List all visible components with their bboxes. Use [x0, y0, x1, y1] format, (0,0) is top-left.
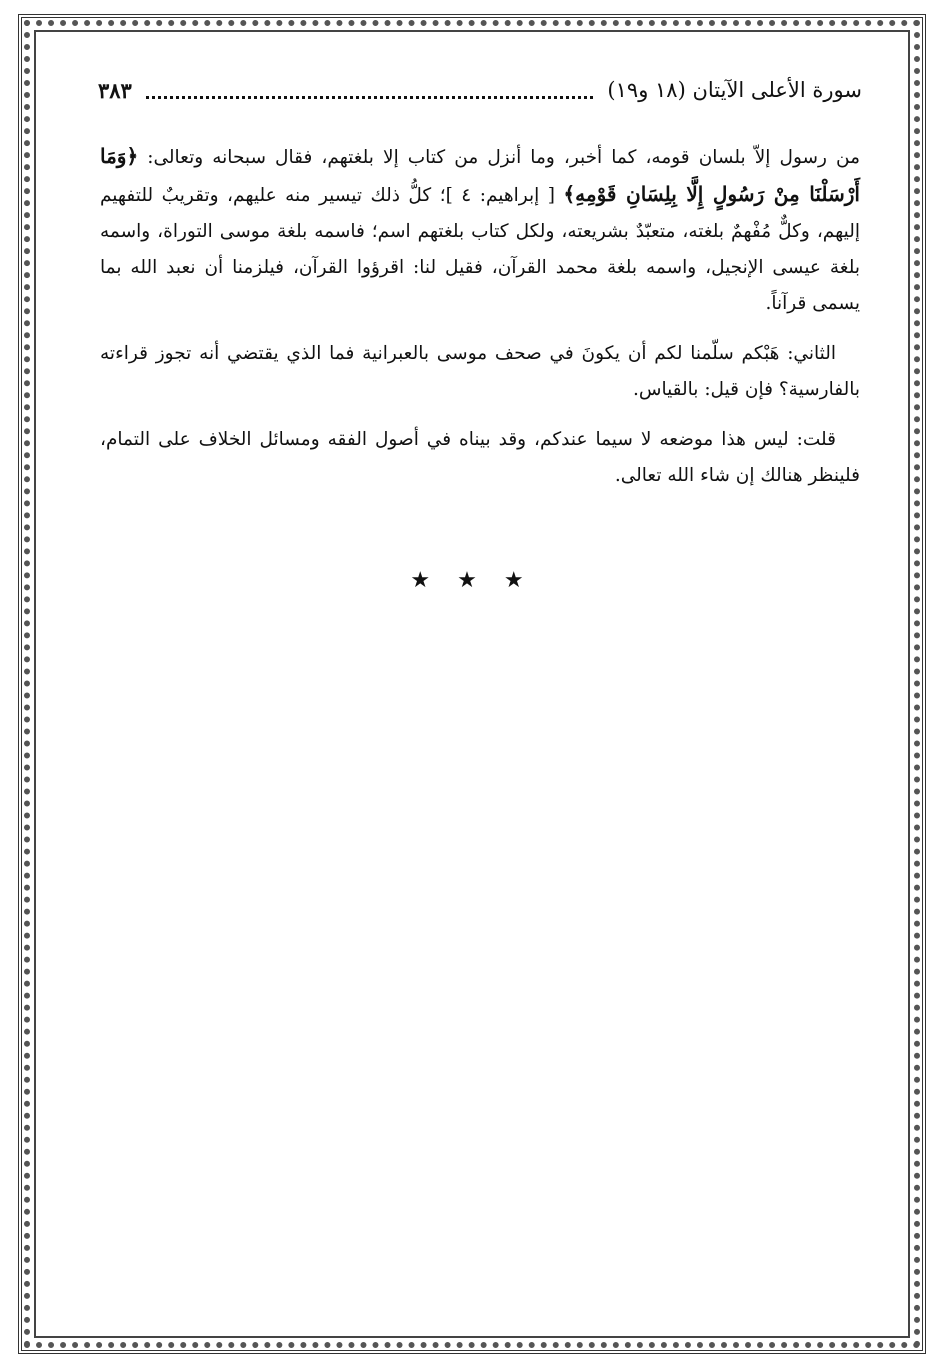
section-separator-stars: ★ ★ ★ [410, 568, 534, 593]
quran-quote: ﴿وَمَا أَرْسَلْنَا مِنْ رَسُولٍ إِلَّا بِلِسَانِ قَوْمِهِ﴾ [100, 144, 860, 206]
paragraph-2: الثاني: هَبْكم سلّمنا لكم أن يكونَ في صحف موسى بالعبرانية فما الذي يقتضي أنه تجوز قراءته بالفارسية؟ فإن قيل: بالقياس. [100, 343, 860, 400]
paragraph-1-end: [ إبراهيم: ٤ ]؛ كلُّ ذلك تيسير منه عليهم، وتقريبٌ للتفهيم إليهم، وكلٌّ مُفْهمٌ بلغته، متعبّدٌ بشريعته، ولكل كتاب بلغتهم اسم؛ فاسمه بلغة موسى التوراة، واسمه بلغة عيسى الإنجيل، واسمه بلغة محمد القرآن، فقيل لنا: اقرؤوا القرآن، فيلزمنا أن نعبد الله بما يسمى قرآناً. [100, 185, 860, 314]
header-title: سورة الأعلى الآيتان (١٨ و١٩) [607, 78, 862, 102]
paragraph-1 [100, 138, 860, 322]
paragraph-1-start: من رسول إلاّ بلسان قومه، كما أخبر، وما أنزل من كتاب إلا بلغتهم، فقال سبحانه وتعالى: [138, 147, 860, 168]
running-header [98, 70, 862, 110]
paragraph-3: قلت: ليس هذا موضعه لا سيما عندكم، وقد بيناه في أصول الفقه ومسائل الخلاف على التمام، فلينظر هنالك إن شاء الله تعالى. [100, 429, 860, 486]
page-number: ٣٨٣ [98, 77, 132, 103]
header-dot-leader [146, 82, 594, 99]
body-text [100, 138, 860, 508]
